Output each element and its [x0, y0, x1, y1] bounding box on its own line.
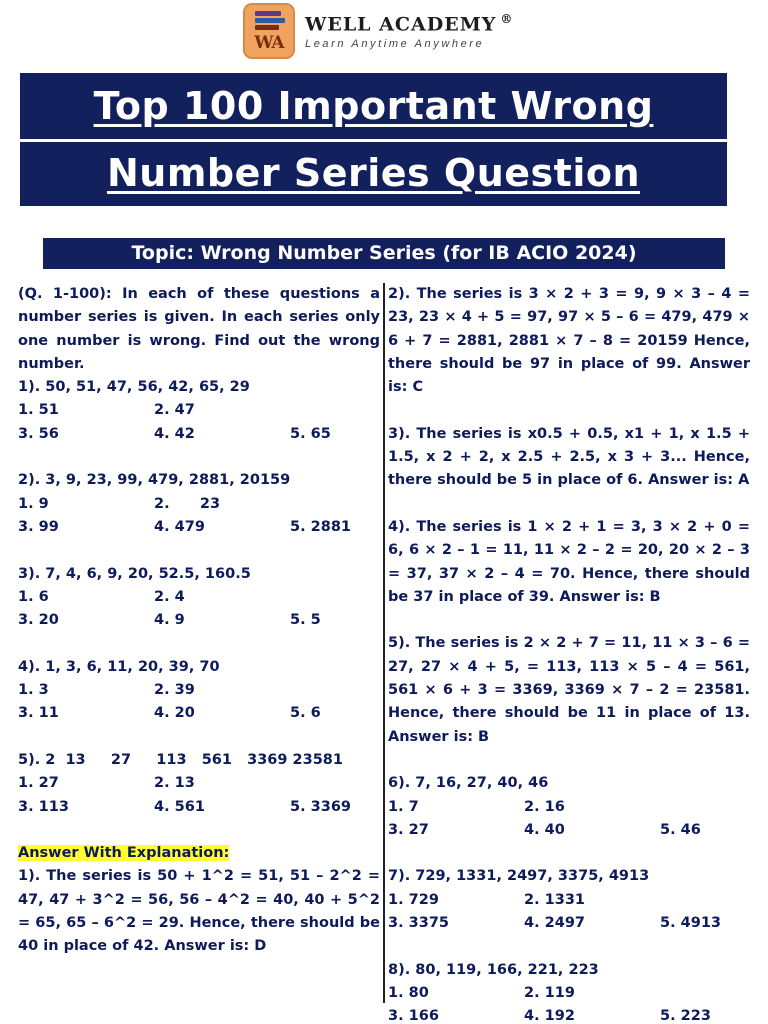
- option-4: 4. 9: [154, 612, 185, 629]
- question-4: [18, 656, 380, 726]
- option-4: 4. 561: [154, 798, 205, 815]
- right-column: [388, 283, 750, 1024]
- option-2: 2. 47: [154, 402, 195, 419]
- topic-bar: Topic: Wrong Number Series (for IB ACIO 2024): [43, 238, 725, 269]
- answer-1: 1). The series is 50 + 1^2 = 51, 51 – 2^2 = 47, 47 + 3^2 = 56, 56 – 4^2 = 40, 40 + 5^2 = 65, 65 – 6^2 = 29. Hence, there should be 40 in place of 42. Answer is: D: [18, 868, 380, 955]
- option-3: 3. 99: [18, 518, 59, 535]
- question-3: [18, 563, 380, 633]
- option-4: 4. 42: [154, 425, 195, 442]
- question-text: 3). 7, 4, 6, 9, 20, 52.5, 160.5: [18, 565, 251, 582]
- option-5: 5. 3369: [290, 798, 352, 815]
- answer-3: 3). The series is x0.5 + 0.5, x1 + 1, x 1.5 + 1.5, x 2 + 2, x 2.5 + 2.5, x 3 + 3... Hence, there should be 5 in place of 6. Answer is: A: [388, 425, 750, 489]
- question-2: [18, 469, 380, 539]
- option-2: 2. 1331: [524, 891, 586, 908]
- option-1: 1. 3: [18, 682, 49, 699]
- option-5: 5. 2881: [290, 518, 352, 535]
- option-1: 1. 729: [388, 891, 439, 908]
- option-3: 3. 56: [18, 425, 59, 442]
- left-column: [18, 283, 380, 959]
- option-3: 3. 20: [18, 612, 59, 629]
- question-text: 6). 7, 16, 27, 40, 46: [388, 775, 549, 792]
- option-4: 4. 20: [154, 705, 195, 722]
- answer-2: 2). The series is 3 × 2 + 3 = 9, 9 × 3 – 4 = 23, 23 × 4 + 5 = 97, 97 × 5 – 6 = 479, 479 × 6 + 7 = 2881, 2881 × 7 – 8 = 20159 Hence, there should be 97 in place of 99. Answer is: C: [388, 286, 750, 396]
- option-5: 5. 6: [290, 705, 321, 722]
- option-3: 3. 11: [18, 705, 59, 722]
- option-2: 2. 119: [524, 984, 575, 1001]
- answers-heading: Answer With Explanation:: [18, 845, 230, 862]
- option-1: 1. 7: [388, 798, 419, 815]
- question-7: [388, 865, 750, 935]
- answer-4: 4). The series is 1 × 2 + 1 = 3, 3 × 2 + 0 = 6, 6 × 2 – 1 = 11, 11 × 2 – 2 = 20, 20 × 2 – 3 = 37, 37 × 2 – 4 = 70. Hence, there should be 37 in place of 39. Answer is: B: [388, 518, 750, 605]
- question-text: 2). 3, 9, 23, 99, 479, 2881, 20159: [18, 472, 291, 489]
- column-divider: [383, 283, 385, 1003]
- question-text: 4). 1, 3, 6, 11, 20, 39, 70: [18, 658, 220, 675]
- title-banner-line-2: Number Series Question: [20, 142, 727, 206]
- option-1: 1. 9: [18, 495, 49, 512]
- option-5: 5. 65: [290, 425, 331, 442]
- option-3: 3. 166: [388, 1008, 439, 1024]
- option-5: 5. 46: [660, 821, 701, 838]
- option-2: 2. 16: [524, 798, 565, 815]
- option-2: 2. 23: [154, 495, 221, 512]
- option-3: 3. 113: [18, 798, 69, 815]
- option-1: 1. 51: [18, 402, 59, 419]
- question-text: 7). 729, 1331, 2497, 3375, 4913: [388, 868, 650, 885]
- option-5: 5. 223: [660, 1008, 711, 1024]
- question-text: 5). 2 13 27 113 561 3369 23581: [18, 751, 343, 768]
- books-icon: [255, 11, 285, 31]
- question-5: [18, 749, 380, 819]
- question-8: [388, 959, 750, 1024]
- option-3: 3. 3375: [388, 915, 450, 932]
- question-1: [18, 376, 380, 446]
- option-5: 5. 4913: [660, 915, 722, 932]
- option-3: 3. 27: [388, 821, 429, 838]
- title-banner-line-1: Top 100 Important Wrong: [20, 73, 727, 139]
- answer-5: 5). The series is 2 × 2 + 7 = 11, 11 × 3 – 6 = 27, 27 × 4 + 5, = 113, 113 × 5 – 4 = 561, 561 × 6 + 3 = 3369, 3369 × 7 – 2 = 23581. Hence, there should be 11 in place of 13. Answer is: B: [388, 635, 750, 745]
- question-6: [388, 772, 750, 842]
- option-2: 2. 39: [154, 682, 195, 699]
- option-1: 1. 80: [388, 984, 429, 1001]
- option-5: 5. 5: [290, 612, 321, 629]
- option-2: 2. 13: [154, 775, 195, 792]
- brand-tagline: Learn Anytime Anywhere: [305, 37, 485, 50]
- option-1: 1. 27: [18, 775, 59, 792]
- well-academy-logo: [243, 3, 295, 59]
- option-1: 1. 6: [18, 588, 49, 605]
- question-text: 1). 50, 51, 47, 56, 42, 65, 29: [18, 379, 250, 396]
- option-2: 2. 4: [154, 588, 185, 605]
- instructions: (Q. 1-100): In each of these questions a number series is given. In each series only one number is wrong. Find out the wrong number.: [18, 286, 380, 372]
- option-4: 4. 192: [524, 1008, 575, 1024]
- brand-name: WELL ACADEMY ®: [305, 12, 514, 36]
- question-text: 8). 80, 119, 166, 221, 223: [388, 961, 599, 978]
- option-4: 4. 40: [524, 821, 565, 838]
- option-4: 4. 479: [154, 518, 205, 535]
- brand-header: [243, 2, 513, 60]
- option-4: 4. 2497: [524, 915, 586, 932]
- registered-mark: ®: [500, 12, 514, 27]
- logo-letters: WA: [254, 33, 284, 53]
